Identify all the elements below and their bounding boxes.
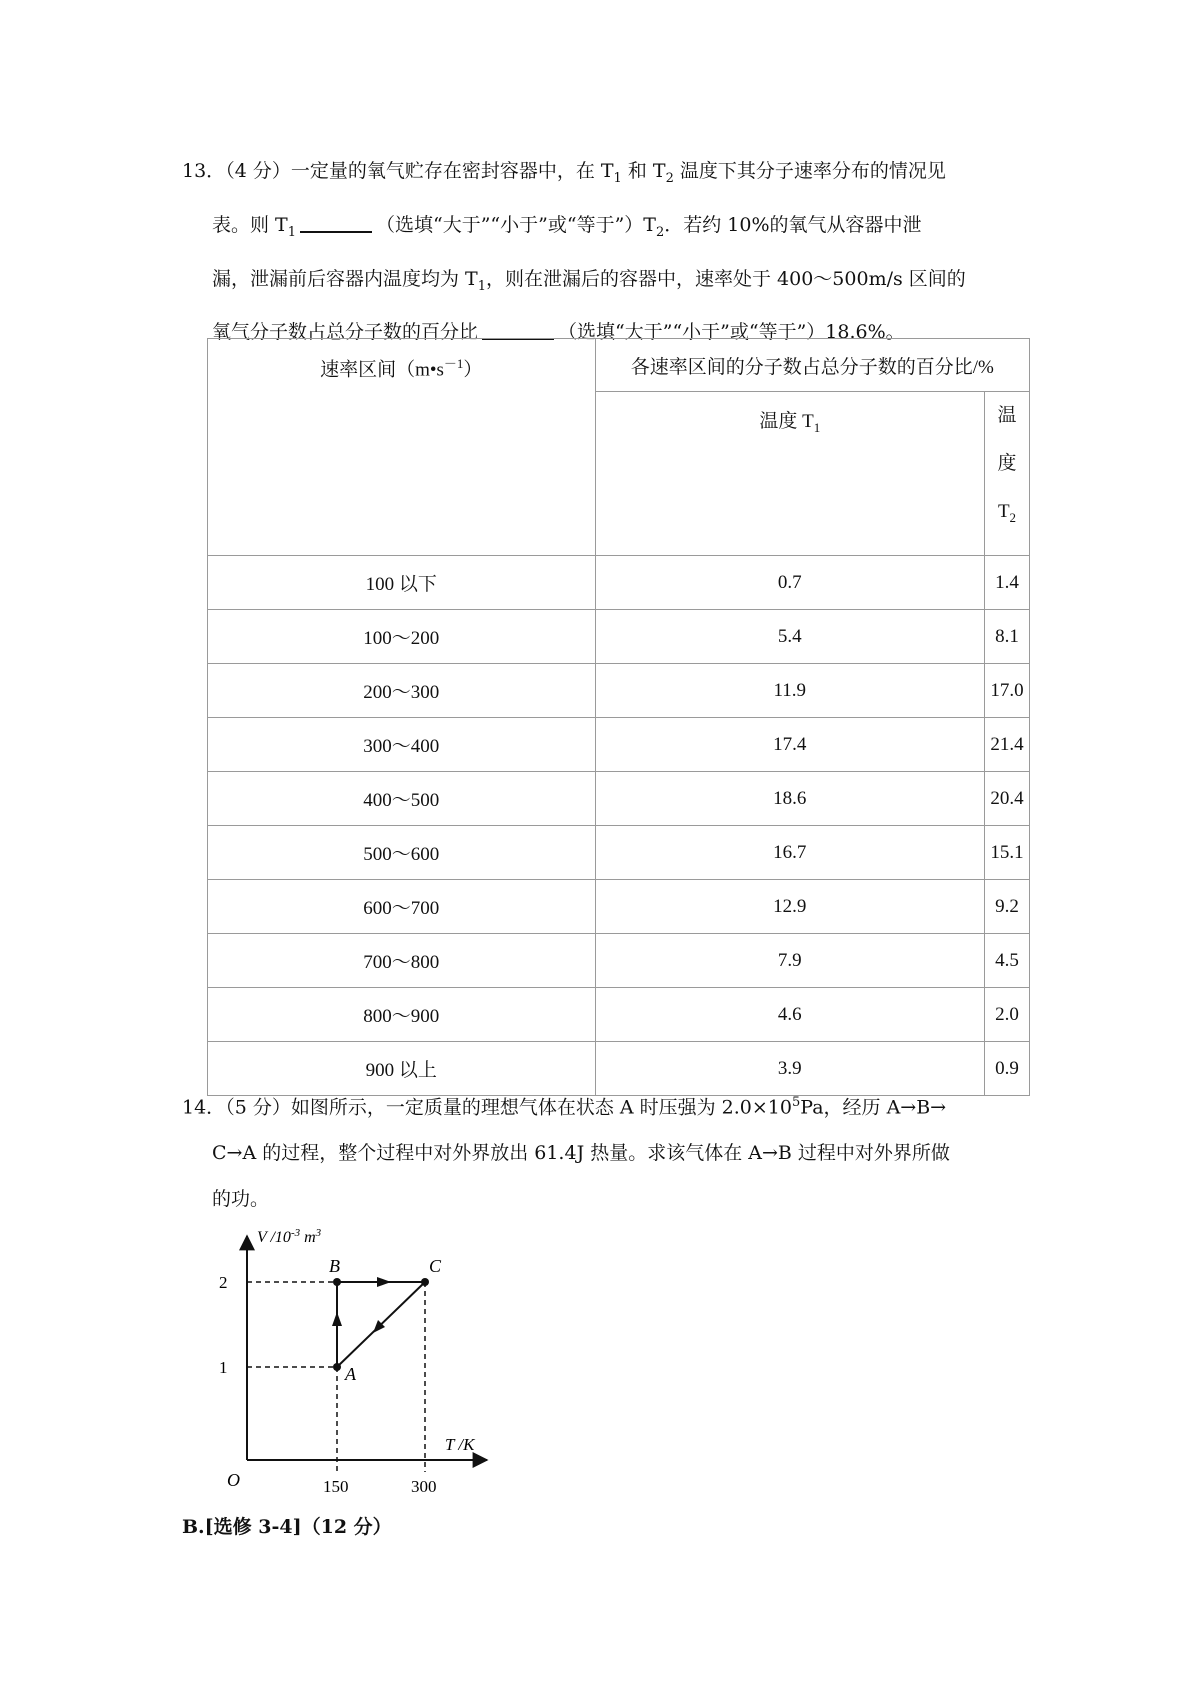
header-percentage: 各速率区间的分子数占总分子数的百分比/%	[595, 339, 1029, 392]
x-tick-150: 150	[323, 1477, 349, 1496]
q13-line-4: 氧气分子数占总分子数的百分比 （选填“大于”“小于”或“等于”）18.6%。	[182, 309, 1032, 355]
table-row: 700～800 7.9 4.5	[208, 934, 1030, 988]
table-row: 100 以下 0.7 1.4	[208, 556, 1030, 610]
header-speed-range: 速率区间$(m•s^{-1})$	[208, 339, 596, 556]
speed-distribution-table	[207, 338, 1030, 1096]
table-row: 900 以上 3.9 0.9	[208, 1042, 1030, 1096]
vt-diagram	[205, 1222, 505, 1502]
q14-line-2: C→A 的过程，整个过程中对外界放出 61.4J 热量。求该气体在 A→B 过程中对外界所做	[212, 1142, 950, 1165]
y-tick-1: 1	[219, 1358, 228, 1377]
header-temp-t1: 温度 $T_1$	[595, 392, 984, 556]
label-c: C	[429, 1256, 442, 1276]
q13-line-1: 13．（4 分）一定量的氧气贮存在密封容器中，在 $T_1$ 和 $T_2$ 温度下其分子速率分布的情况见	[182, 160, 946, 186]
answer-blank-1[interactable]	[300, 211, 372, 233]
point-a	[333, 1363, 341, 1371]
q13-line-3: 漏，泄漏前后容器内温度均为 $T_1$，则在泄漏后的容器中，速率处于 400～500m/s 区间的	[212, 267, 966, 294]
label-a: A	[345, 1364, 356, 1384]
table-row: 100～200 5.4 8.1	[208, 610, 1030, 664]
question-14	[182, 1080, 1032, 1222]
point-c	[421, 1278, 429, 1286]
table-row: 800～900 4.6 2.0	[208, 988, 1030, 1042]
question-13	[182, 148, 1032, 355]
x-tick-300: 300	[411, 1477, 437, 1496]
y-tick-2: 2	[219, 1273, 228, 1292]
arrow-a-b	[332, 1312, 342, 1326]
table-row: 300～400 17.4 21.4	[208, 718, 1030, 772]
q14-line-3: 的功。	[212, 1188, 270, 1211]
table-row: 200～300 11.9 17.0	[208, 664, 1030, 718]
table-row: 500～600 16.7 15.1	[208, 826, 1030, 880]
y-axis-label: V $/10^{-3}$ $m^3$	[257, 1227, 322, 1246]
header-temp-t2: 温 度 $T_2$	[985, 392, 1030, 556]
point-b	[333, 1278, 341, 1286]
x-axis-label: T /K	[445, 1435, 475, 1454]
table-row: 400～500 18.6 20.4	[208, 772, 1030, 826]
arrow-b-c	[377, 1277, 391, 1287]
q13-line-2: 表。则 $T_1$ （选填“大于”“小于”或“等于$”)T_2$．若约 10%的氧气从容器中泄	[182, 202, 1032, 256]
q14-line-1: 14．（5 分）如图所示，一定质量的理想气体在状态 A 时压强为 $2.0\times 10^5Pa$，经历 A→B→	[182, 1095, 947, 1119]
section-heading: B.[选修 3-4]（12 分）	[182, 1516, 392, 1538]
label-b: B	[329, 1256, 340, 1276]
origin-label: O	[227, 1470, 240, 1490]
table-row: 600～700 12.9 9.2	[208, 880, 1030, 934]
